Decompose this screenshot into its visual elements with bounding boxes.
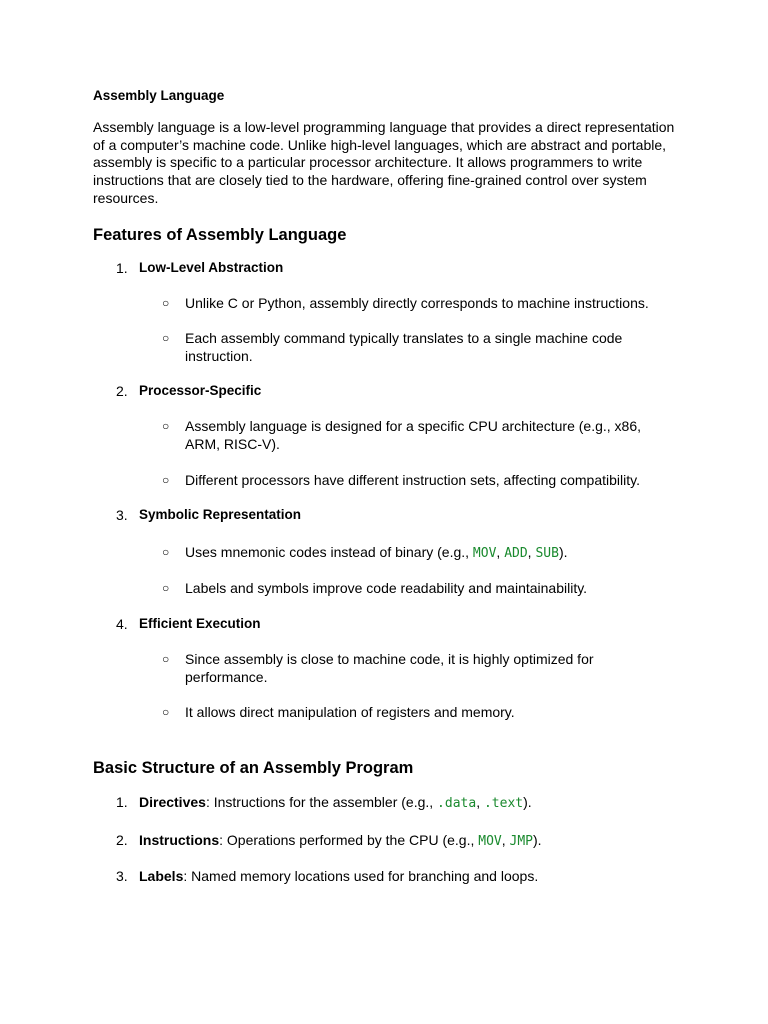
feature-number: 3. xyxy=(116,507,128,523)
list-item: It allows direct manipulation of registers and memory. xyxy=(185,704,515,720)
bullet-marker: ○ xyxy=(162,545,170,559)
bullet-marker: ○ xyxy=(162,296,170,310)
bullet-marker: ○ xyxy=(162,419,170,433)
list-item: Each assembly command typically translates to a single machine code instruction. xyxy=(185,330,623,364)
text-fragment: : Named memory locations used for branching and loops. xyxy=(183,868,539,884)
text-fragment: : Instructions for the assembler (e.g., xyxy=(205,794,438,810)
term: Directives xyxy=(139,794,206,810)
code-mov: MOV xyxy=(478,834,502,849)
code-add: ADD xyxy=(504,546,528,561)
bullet-marker: ○ xyxy=(162,473,170,487)
feature-number: 4. xyxy=(116,616,128,632)
structure-heading: Basic Structure of an Assembly Program xyxy=(93,759,414,777)
text-fragment: ). xyxy=(558,544,568,560)
feature-title-efficient: Efficient Execution xyxy=(139,616,261,631)
document-title: Assembly Language xyxy=(93,88,225,103)
text-fragment: , xyxy=(496,544,505,560)
list-item: Different processors have different instruction sets, affecting compatibility. xyxy=(185,472,640,488)
code-sub: SUB xyxy=(535,546,559,561)
feature-title-symbolic: Symbolic Representation xyxy=(139,507,302,522)
text-fragment: , xyxy=(501,832,510,848)
list-item: Unlike C or Python, assembly directly corresponds to machine instructions. xyxy=(185,295,649,311)
bullet-marker: ○ xyxy=(162,581,170,595)
list-item: Labels and symbols improve code readability and maintainability. xyxy=(185,580,588,596)
term: Labels xyxy=(139,868,184,884)
code-jmp: JMP xyxy=(509,834,533,849)
text-fragment: : Operations performed by the CPU (e.g., xyxy=(219,832,479,848)
code-data: .data xyxy=(437,796,477,811)
text-fragment: ). xyxy=(533,832,542,848)
list-item: Since assembly is close to machine code, it is highly optimized for performance. xyxy=(185,651,594,685)
structure-item-labels xyxy=(139,867,659,885)
term: Instructions xyxy=(139,832,220,848)
text-fragment: , xyxy=(527,544,536,560)
bullet-marker: ○ xyxy=(162,705,170,719)
structure-item-instructions xyxy=(139,831,659,851)
feature-number: 1. xyxy=(116,260,128,276)
list-item xyxy=(185,543,655,563)
structure-number: 3. xyxy=(116,868,128,884)
list-item: Assembly language is designed for a specific CPU architecture (e.g., x86, ARM, RISC-V). xyxy=(185,418,642,452)
bullet-marker: ○ xyxy=(162,652,170,666)
structure-number: 1. xyxy=(116,794,128,810)
text-fragment: , xyxy=(476,794,484,810)
structure-number: 2. xyxy=(116,832,128,848)
features-heading: Features of Assembly Language xyxy=(93,226,347,244)
text-fragment: Uses mnemonic codes instead of binary (e.g., xyxy=(185,544,473,560)
code-mov: MOV xyxy=(472,546,497,561)
feature-title-low-level: Low-Level Abstraction xyxy=(139,260,284,275)
bullet-marker: ○ xyxy=(162,331,170,345)
structure-item-directives xyxy=(139,793,659,813)
text-fragment: ). xyxy=(523,794,532,810)
feature-title-processor-specific: Processor-Specific xyxy=(139,383,262,398)
feature-number: 2. xyxy=(116,383,128,399)
code-text: .text xyxy=(483,796,524,811)
intro-paragraph: Assembly language is a low-level programming language that provides a direct representation of a computer’s machine code. Unlike high-level languages, which are abstract and portable, assembly is specific to a particular processor architecture. It allows programmers to write instructions that are closely tied to the hardware, offering fine-grained control over system resources. xyxy=(93,119,675,206)
